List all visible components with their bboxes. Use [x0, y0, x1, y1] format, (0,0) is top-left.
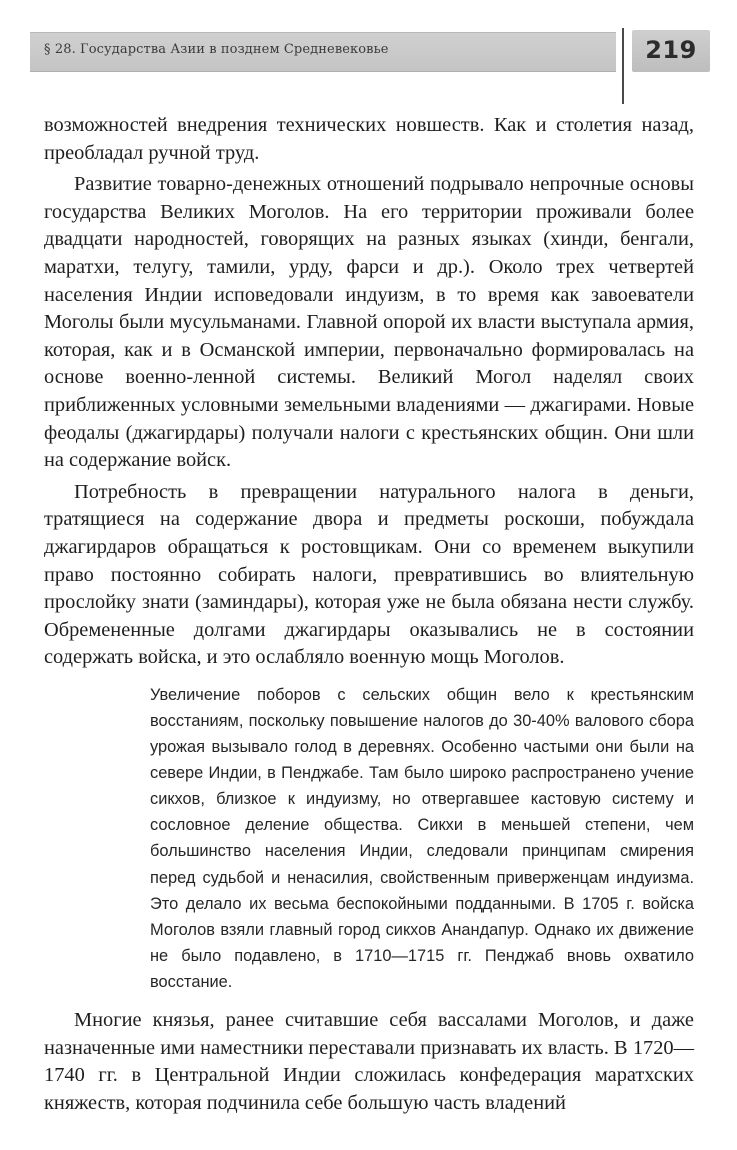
running-head: § 28. Государства Азии в позднем Средневековье: [44, 42, 389, 57]
paragraph-princes: Многие князья, ранее считавшие себя вассалами Моголов, и даже назначенные ими наместники переставали признавать их власть. В 1720—1740 гг. в Центральной Индии сложилась конфедерация маратхских княжеств, которая подчинила себе большую часть владений: [44, 1009, 694, 1114]
page-body: [44, 112, 694, 1117]
page-number: 219: [645, 36, 697, 64]
paragraph-taxes: Потребность в превращении натурального налога в деньги, тратящиеся на содержание двора и предметы роскоши, побуждала джагирдаров обращаться к ростовщикам. Они со временем выкупили право постоянно собирать налоги, превратившись во влиятельную прослойку знати (заминдары), которая уже не была обязана нести службу. Обремененные долгами джагирдары оказывались не в состоянии содержать войска, и это ослабляло военную мощь Моголов.: [44, 480, 694, 669]
paragraph-continuation: возможностей внедрения технических новшеств. Как и столетия назад, преобладал ручной труд.: [44, 114, 694, 164]
supplementary-text-sikhs: Увеличение поборов с сельских общин вело к крестьянским восстаниям, поскольку повышение налогов до 30-40% валового сбора урожая вызывало голод в деревнях. Особенно частыми они были на севере Индии, в Пенджабе. Там было широко распространено учение сикхов, близкое к индуизму, но отвергавшее кастовую систему и сословное деление общества. Сикхи в меньшей степени, чем большинство населения Индии, следовали принципам смирения перед судьбой и ненасилия, свойственным приверженцам индуизма. Это делало их весьма беспокойными подданными. В 1705 г. войска Моголов взяли главный город сикхов Анандапур. Однако их движение не было подавлено, в 1710—1715 гг. Пенджаб вновь охватило восстание.: [150, 685, 694, 991]
paragraph-mughal-state: Развитие товарно-денежных отношений подрывало непрочные основы государства Великих Моголов. На его территории проживали более двадцати народностей, говорящих на разных языках (хинди, бенгали, маратхи, телугу, тамили, урду, фарси и др.). Около трех четвертей населения Индии исповедовали индуизм, в то время как завоеватели Моголы были мусульманами. Главной опорой их власти выступала армия, которая, как и в Османской империи, первоначально формировалась на основе военно-ленной системы. Великий Могол наделял своих приближенных условными земельными владениями — джагирами. Новые феодалы (джагирдары) получали налоги с крестьянских общин. Они шли на содержание войск.: [44, 173, 694, 472]
header-divider: [622, 28, 624, 104]
